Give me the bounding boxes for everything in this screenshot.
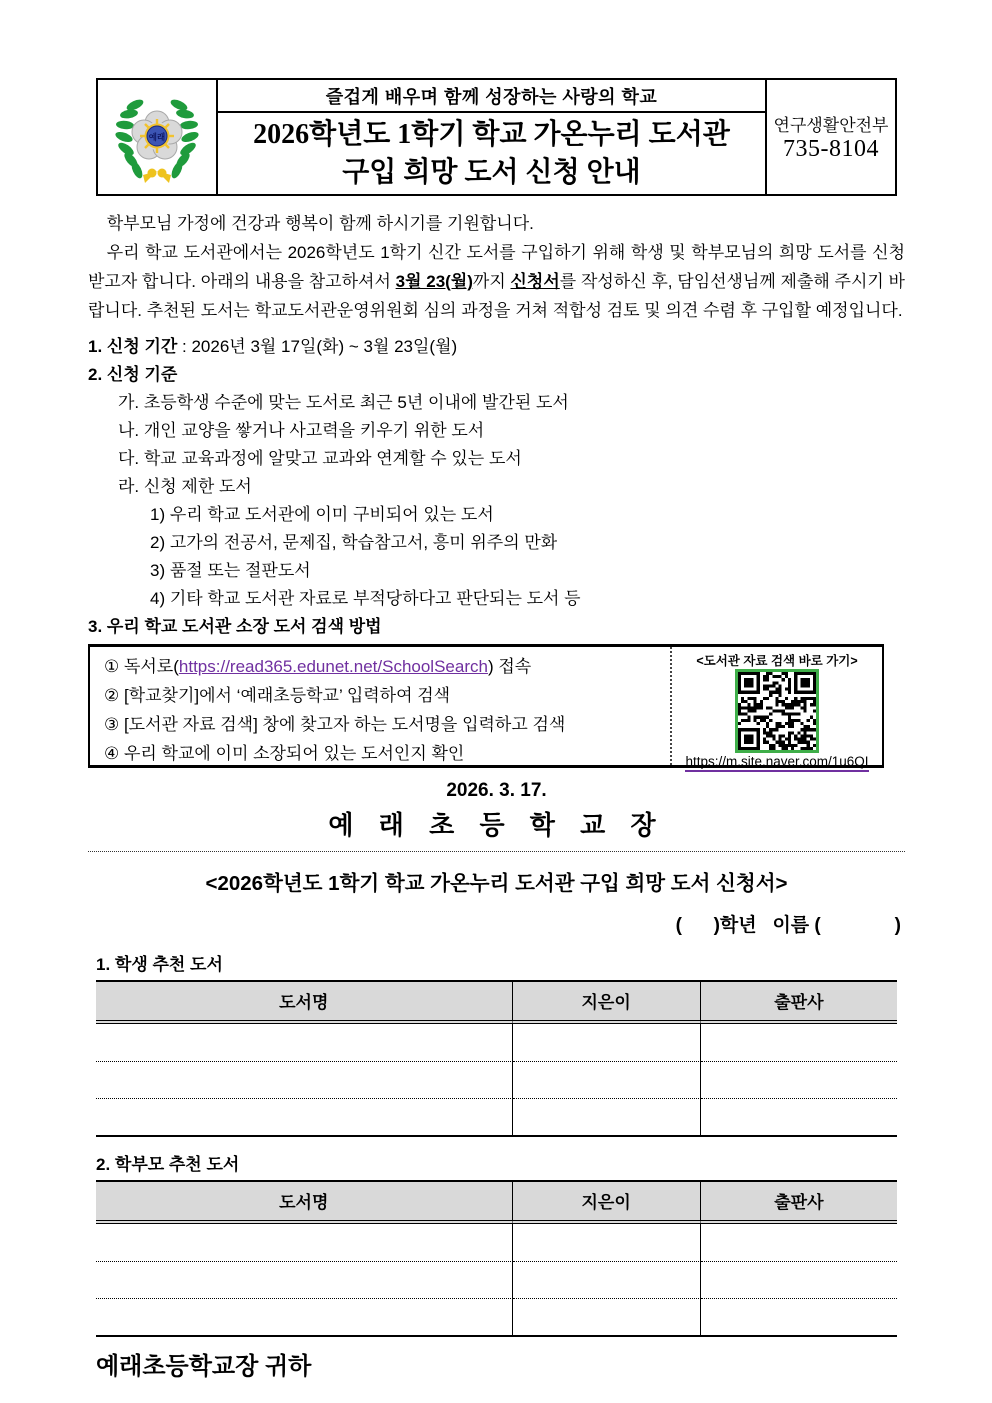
notice-text-2: 까지 xyxy=(472,272,511,291)
intro-paragraphs xyxy=(88,209,905,325)
table-cell xyxy=(513,1098,701,1135)
criteria-item: 라. 신청 제한 도서 xyxy=(118,477,252,496)
cut-line-divider xyxy=(88,851,905,852)
search-step-1 xyxy=(104,652,670,681)
restricted-item: 1) 우리 학교 도서관에 이미 구비되어 있는 도서 xyxy=(150,505,494,524)
application-form-title: <2026학년도 1학기 학교 가온누리 도서관 구입 희망 도서 신청서> xyxy=(205,872,788,895)
column-header-publisher: 출판사 xyxy=(701,982,897,1024)
greeting-line: 학부모님 가정에 건강과 행복이 함께 하시기를 기원합니다. xyxy=(106,214,534,233)
grade-name-fields: ( )학년 이름 ( ) xyxy=(675,915,901,936)
qr-short-link[interactable]: https://m.site.naver.com/1u6QI xyxy=(685,753,868,772)
column-header-book-title: 도서명 xyxy=(96,982,513,1024)
school-logo xyxy=(98,80,218,194)
document-title-line1: 2026학년도 1학기 학교 가온누리 도서관 xyxy=(253,118,730,150)
table-cell xyxy=(701,1024,897,1061)
column-header-author: 지은이 xyxy=(513,1182,701,1224)
document-title xyxy=(218,113,765,194)
column-header-author: 지은이 xyxy=(513,982,701,1024)
criteria-item: 다. 학교 교육과정에 알맞고 교과와 연계할 수 있는 도서 xyxy=(118,449,522,468)
table-cell xyxy=(513,1224,701,1261)
search-step-2: ② [학교찾기]에서 ‘예래초등학교’ 입력하여 검색 xyxy=(104,686,451,705)
document-header xyxy=(96,78,897,196)
table-cell xyxy=(96,1224,513,1261)
section-criteria-label: 2. 신청 기준 xyxy=(88,365,178,384)
table-cell xyxy=(513,1024,701,1061)
recipient-line: 예래초등학교장 귀하 xyxy=(96,1353,312,1380)
student-book-table xyxy=(96,980,897,1137)
read365-link[interactable]: https://read365.edunet.net/SchoolSearch xyxy=(178,657,488,676)
table-cell xyxy=(96,1024,513,1061)
school-emblem-icon xyxy=(105,87,209,187)
form-highlight: 신청서 xyxy=(510,272,560,291)
table-cell xyxy=(701,1261,897,1298)
restricted-item: 2) 고가의 전공서, 문제집, 학습참고서, 흥미 위주의 만화 xyxy=(150,533,558,552)
section-search-label: 3. 우리 학교 도서관 소장 도서 검색 방법 xyxy=(88,617,382,636)
table-cell xyxy=(513,1298,701,1335)
step1-prefix: ① 독서로( xyxy=(104,657,179,676)
notice-text-1: 우리 학교 도서관에서는 2026학년도 1학기 신간 도서를 구입하기 위해 학생 및 학부모님의 희망 도서를 신청받고자 합니다. 아래의 내용을 참고하셔서 xyxy=(88,243,905,291)
contact-info xyxy=(765,80,895,194)
column-header-book-title: 도서명 xyxy=(96,1182,513,1224)
table-cell xyxy=(96,1298,513,1335)
parent-table-title: 2. 학부모 추천 도서 xyxy=(96,1155,240,1174)
school-slogan: 즐겁게 배우며 함께 성장하는 사랑의 학교 xyxy=(218,80,765,113)
column-header-publisher: 출판사 xyxy=(701,1182,897,1224)
notice-text-3: 를 작성하신 후, 담임선생님께 제출해 주시기 바랍니다. 추천된 도서는 학교도서관운영위원회 심의 과정을 거쳐 적합성 검토 및 의견 수렴 후 구입할 예정입니다. xyxy=(88,272,905,320)
table-cell xyxy=(96,1098,513,1135)
document-title-line2: 구입 희망 도서 신청 안내 xyxy=(342,156,641,188)
qr-code xyxy=(735,669,819,753)
section-period-label: 1. 신청 기간 xyxy=(88,337,178,356)
parent-book-table xyxy=(96,1180,897,1337)
table-cell xyxy=(96,1061,513,1098)
search-step-4: ④ 우리 학교에 이미 소장되어 있는 도서인지 확인 xyxy=(104,744,465,763)
step1-suffix: ) 접속 xyxy=(487,657,532,676)
notice-paragraph xyxy=(88,238,905,325)
table-cell xyxy=(513,1261,701,1298)
table-cell xyxy=(701,1224,897,1261)
table-cell xyxy=(701,1298,897,1335)
criteria-item: 나. 개인 교양을 쌓거나 사고력을 키우기 위한 도서 xyxy=(118,421,485,440)
qr-panel xyxy=(670,647,882,769)
svg-text:예래: 예래 xyxy=(148,132,166,142)
table-cell xyxy=(701,1098,897,1135)
deadline-highlight: 3월 23(월) xyxy=(395,272,473,291)
table-cell xyxy=(701,1061,897,1098)
issue-date: 2026. 3. 17. xyxy=(446,780,547,801)
restricted-item: 3) 품절 또는 절판도서 xyxy=(150,561,311,580)
restricted-item: 4) 기타 학교 도서관 자료로 부적당하다고 판단되는 도서 등 xyxy=(150,589,581,608)
criteria-item: 가. 초등학생 수준에 맞는 도서로 최근 5년 이내에 발간된 도서 xyxy=(118,393,569,412)
department-name: 연구생활안전부 xyxy=(773,116,889,135)
section-period-value: : 2026년 3월 17일(화) ~ 3월 23일(월) xyxy=(177,337,458,356)
search-step-3: ③ [도서관 자료 검색] 창에 찾고자 하는 도서명을 입력하고 검색 xyxy=(104,715,566,734)
search-method-box xyxy=(88,644,884,768)
student-table-title: 1. 학생 추천 도서 xyxy=(96,955,223,974)
principal-signature: 예 래 초 등 학 교 장 xyxy=(328,810,665,840)
phone-number: 735-8104 xyxy=(783,136,879,162)
section-period xyxy=(88,333,905,361)
search-steps xyxy=(90,647,670,765)
table-cell xyxy=(513,1061,701,1098)
table-cell xyxy=(96,1261,513,1298)
qr-caption: <도서관 자료 검색 바로 가기> xyxy=(696,654,858,668)
